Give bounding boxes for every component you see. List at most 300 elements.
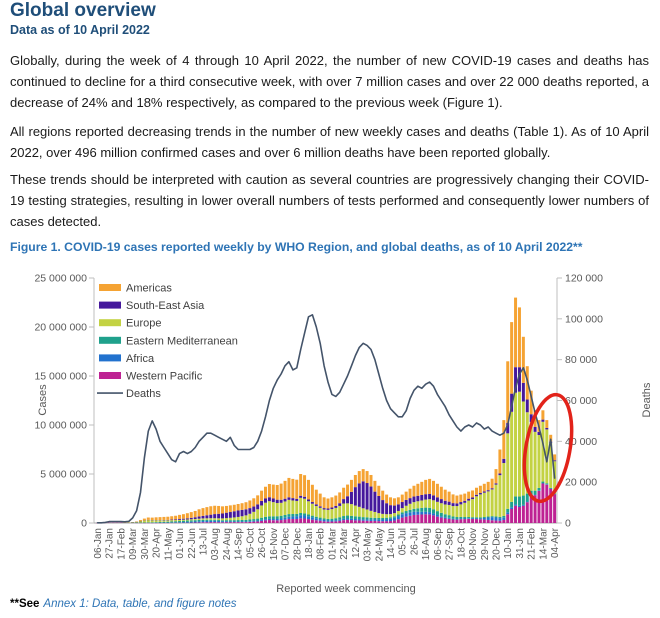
bar-segment — [405, 492, 408, 500]
bar-segment — [405, 506, 408, 511]
bar-segment — [280, 516, 283, 519]
bar-segment — [299, 518, 302, 523]
x-tick-label: 10-Jan — [503, 528, 515, 559]
bar-segment — [416, 496, 419, 501]
bar-segment — [233, 517, 236, 520]
bar-segment — [362, 521, 365, 523]
y-axis-label-right: 80 000 — [565, 354, 598, 367]
bar-segment — [362, 481, 365, 508]
x-tick-label: 20-Dec — [491, 528, 503, 561]
bar-segment — [393, 506, 396, 514]
bar-segment — [381, 521, 384, 523]
bar-segment — [174, 521, 177, 522]
bar-segment — [537, 435, 540, 488]
bar-segment — [327, 499, 330, 509]
bar-segment — [233, 511, 236, 517]
bar-segment — [483, 484, 486, 492]
bar-segment — [166, 520, 169, 521]
bar-segment — [276, 520, 279, 523]
bar-segment — [139, 520, 142, 521]
y-axis-label-left: 5 000 000 — [40, 468, 87, 481]
x-tick-label: 22-Jun — [186, 528, 198, 559]
bar-segment — [397, 516, 400, 519]
bar-segment — [436, 511, 439, 515]
bar-segment — [268, 516, 271, 519]
bar-segment — [409, 512, 412, 515]
bar-segment — [244, 502, 247, 509]
bar-segment — [319, 506, 322, 507]
x-tick-label: 24-May — [374, 528, 386, 562]
bar-segment — [217, 506, 220, 514]
bar-segment — [194, 511, 197, 517]
bar-segment — [287, 500, 290, 514]
bar-segment — [444, 514, 447, 517]
bar-segment — [502, 520, 505, 523]
bar-segment — [174, 516, 177, 520]
bar-segment — [428, 494, 431, 499]
bar-segment — [495, 518, 498, 521]
bar-segment — [459, 502, 462, 504]
bar-segment — [338, 492, 341, 503]
bar-segment — [452, 516, 455, 518]
bar-segment — [209, 506, 212, 514]
x-tick-label: 07-Dec — [280, 528, 292, 561]
bar-segment — [299, 515, 302, 518]
bar-segment — [225, 520, 228, 521]
x-tick-label: 30-Mar — [139, 528, 151, 560]
bar-segment — [518, 507, 521, 523]
legend-swatch-south_east_asia — [99, 302, 121, 309]
bar-segment — [338, 521, 341, 523]
bar-segment — [534, 427, 537, 432]
bar-segment — [303, 499, 306, 514]
bar-segment — [248, 522, 251, 523]
bar-segment — [147, 520, 150, 522]
page-subtitle: Data as of 10 April 2022 — [10, 23, 150, 37]
bar-segment — [412, 512, 415, 515]
bar-segment — [291, 479, 294, 498]
y-axis-label-right: 120 000 — [565, 272, 603, 285]
bar-segment — [463, 503, 466, 517]
bar-segment — [147, 518, 150, 520]
bar-segment — [198, 519, 201, 520]
bar-segment — [307, 516, 310, 519]
bar-segment — [475, 495, 478, 496]
x-tick-label: 01-Jun — [175, 528, 187, 559]
bar-segment — [291, 498, 294, 500]
bar-segment — [369, 518, 372, 520]
bar-segment — [170, 516, 173, 519]
bar-segment — [350, 519, 353, 520]
bar-segment — [397, 511, 400, 515]
bar-segment — [198, 517, 201, 519]
x-tick-label: 05-Jul — [397, 528, 409, 556]
bar-segment — [389, 505, 392, 514]
bar-segment — [366, 519, 369, 520]
bar-segment — [393, 521, 396, 523]
bar-segment — [252, 507, 255, 512]
bar-segment — [475, 518, 478, 519]
bar-segment — [467, 501, 470, 517]
bar-segment — [362, 517, 365, 519]
bar-segment — [229, 512, 232, 518]
bar-segment — [241, 522, 244, 523]
bar-segment — [518, 497, 521, 506]
bar-segment — [201, 522, 204, 523]
bar-segment — [506, 509, 509, 512]
bar-segment — [483, 517, 486, 518]
x-tick-label: 29-Nov — [479, 528, 491, 561]
bar-segment — [276, 485, 279, 500]
bar-segment — [487, 520, 490, 523]
bar-segment — [272, 502, 275, 516]
bar-segment — [217, 522, 220, 523]
bar-segment — [159, 522, 162, 523]
bar-segment — [366, 483, 369, 509]
bar-segment — [510, 507, 513, 509]
bar-segment — [440, 503, 443, 513]
bar-segment — [420, 512, 423, 515]
bar-segment — [190, 519, 193, 520]
bar-segment — [229, 505, 232, 512]
bar-segment — [248, 521, 251, 522]
bar-segment — [545, 483, 548, 484]
bar-segment — [455, 496, 458, 504]
bar-segment — [287, 517, 290, 519]
bar-segment — [436, 502, 439, 511]
bar-segment — [338, 503, 341, 506]
bar-segment — [299, 496, 302, 498]
y-axis-title-right: Deaths — [641, 382, 653, 418]
bar-segment — [237, 510, 240, 516]
bar-segment — [272, 519, 275, 520]
bar-segment — [377, 520, 380, 522]
x-tick-label: 08-Feb — [315, 528, 327, 560]
x-tick-label: 24-Aug — [221, 528, 233, 561]
bar-segment — [151, 518, 154, 520]
bar-segment — [291, 500, 294, 514]
bar-segment — [366, 517, 369, 519]
bar-segment — [303, 518, 306, 523]
bar-segment — [201, 508, 204, 516]
annex-link[interactable]: Annex 1: Data, table, and figure notes — [43, 598, 237, 610]
bar-segment — [428, 499, 431, 508]
bar-segment — [272, 499, 275, 503]
bar-segment — [510, 502, 513, 507]
bar-segment — [401, 502, 404, 508]
bar-segment — [444, 504, 447, 514]
bar-segment — [276, 516, 279, 519]
bar-segment — [237, 521, 240, 522]
bar-segment — [514, 497, 517, 505]
bar-segment — [327, 509, 330, 510]
bar-segment — [178, 515, 181, 519]
x-tick-label: 06-Sep — [432, 528, 444, 561]
bar-segment — [448, 518, 451, 519]
bar-segment — [307, 499, 310, 501]
bar-segment — [358, 471, 361, 483]
bar-segment — [401, 518, 404, 523]
bar-segment — [440, 518, 443, 523]
bar-segment — [373, 519, 376, 520]
bar-segment — [358, 507, 361, 517]
legend-label-eastern_mediterranean: Eastern Mediterranean — [126, 335, 238, 348]
bar-segment — [330, 519, 333, 521]
bar-segment — [428, 512, 431, 514]
bar-segment — [284, 515, 287, 518]
bar-segment — [471, 519, 474, 523]
bar-segment — [346, 485, 349, 497]
bar-segment — [194, 520, 197, 521]
bar-segment — [463, 519, 466, 523]
bar-segment — [518, 307, 521, 367]
figure1-chart — [0, 258, 660, 618]
bar-segment — [182, 521, 185, 522]
bar-segment — [389, 514, 392, 517]
bar-segment — [213, 520, 216, 521]
bar-segment — [479, 518, 482, 519]
bar-segment — [534, 491, 537, 495]
bar-segment — [159, 517, 162, 520]
bar-segment — [448, 492, 451, 502]
bar-segment — [213, 522, 216, 523]
bar-segment — [440, 516, 443, 517]
bar-segment — [170, 521, 173, 522]
bar-segment — [514, 504, 517, 505]
bar-segment — [397, 497, 400, 504]
bar-segment — [323, 497, 326, 508]
bar-segment — [155, 520, 158, 522]
bar-segment — [295, 499, 298, 501]
bar-segment — [432, 481, 435, 496]
bar-segment — [483, 493, 486, 517]
bar-segment — [233, 505, 236, 511]
bar-segment — [459, 519, 462, 520]
y-axis-label-right: 100 000 — [565, 313, 603, 326]
legend-label-western_pacific: Western Pacific — [126, 370, 203, 383]
y-axis-label-right: 40 000 — [565, 435, 598, 448]
x-tick-label: 06-Jan — [93, 528, 104, 559]
x-tick-label: 18-Jan — [303, 528, 315, 559]
x-tick-label: 09-Mar — [128, 528, 140, 560]
bar-segment — [373, 512, 376, 518]
bar-segment — [385, 495, 388, 504]
bar-segment — [327, 519, 330, 521]
y-axis-label-left: 15 000 000 — [34, 370, 87, 383]
bar-segment — [487, 482, 490, 490]
bar-segment — [401, 508, 404, 512]
bar-segment — [198, 522, 201, 523]
bar-segment — [241, 510, 244, 516]
bar-segment — [323, 508, 326, 509]
bar-segment — [205, 520, 208, 521]
bar-segment — [233, 521, 236, 522]
bar-segment — [248, 500, 251, 508]
bar-segment — [244, 515, 247, 520]
bar-segment — [420, 495, 423, 500]
page-title: Global overview — [10, 0, 156, 21]
bar-segment — [369, 475, 372, 487]
bar-segment — [405, 511, 408, 513]
bar-segment — [307, 514, 310, 516]
bar-segment — [377, 496, 380, 513]
bar-segment — [194, 517, 197, 519]
bar-segment — [260, 501, 263, 506]
bar-segment — [334, 518, 337, 520]
bar-segment — [287, 519, 290, 523]
bar-segment — [330, 522, 333, 523]
bar-segment — [452, 506, 455, 516]
bar-segment — [354, 519, 357, 520]
bar-segment — [498, 518, 501, 521]
bar-segment — [303, 513, 306, 515]
bar-segment — [260, 491, 263, 501]
bar-segment — [487, 517, 490, 518]
bar-segment — [393, 518, 396, 521]
bar-segment — [397, 514, 400, 516]
bar-segment — [522, 496, 525, 505]
x-tick-label: 18-Oct — [456, 528, 468, 559]
bar-segment — [284, 501, 287, 515]
bar-segment — [186, 519, 189, 520]
bar-segment — [319, 518, 322, 519]
bar-segment — [350, 520, 353, 523]
bar-segment — [342, 516, 345, 519]
bar-segment — [338, 517, 341, 519]
bar-segment — [463, 501, 466, 503]
bar-segment — [471, 497, 474, 499]
bar-segment — [272, 485, 275, 499]
bar-segment — [487, 490, 490, 491]
bar-segment — [420, 508, 423, 512]
bar-segment — [397, 504, 400, 511]
bar-segment — [487, 491, 490, 516]
bar-segment — [362, 469, 365, 481]
bar-segment — [198, 520, 201, 521]
bar-segment — [358, 520, 361, 523]
bar-segment — [506, 512, 509, 514]
bar-segment — [537, 491, 540, 523]
bar-segment — [237, 520, 240, 521]
bar-segment — [143, 520, 146, 522]
bar-segment — [369, 511, 372, 518]
bar-segment — [256, 521, 259, 522]
bar-segment — [201, 516, 204, 519]
bar-segment — [256, 495, 259, 504]
bar-segment — [432, 500, 435, 509]
bar-segment — [319, 519, 322, 521]
bar-segment — [463, 518, 466, 519]
x-tick-label: 01-Mar — [327, 528, 339, 560]
bar-segment — [217, 514, 220, 519]
bar-segment — [463, 517, 466, 518]
bar-segment — [463, 494, 466, 501]
bar-segment — [467, 492, 470, 499]
bar-segment — [256, 504, 259, 509]
bar-segment — [244, 520, 247, 522]
bar-segment — [295, 514, 298, 516]
bar-segment — [510, 509, 513, 523]
bar-segment — [244, 521, 247, 522]
bar-segment — [264, 519, 267, 520]
bar-segment — [225, 506, 228, 513]
x-tick-label: 13-Jul — [198, 528, 210, 556]
x-tick-label: 05-Oct — [245, 528, 257, 559]
bar-segment — [381, 519, 384, 521]
bar-segment — [252, 512, 255, 519]
bar-segment — [483, 518, 486, 520]
bar-segment — [186, 521, 189, 522]
bar-segment — [483, 520, 486, 523]
x-tick-label: 03-May — [362, 528, 374, 562]
bar-segment — [518, 506, 521, 507]
bar-segment — [319, 521, 322, 523]
bar-segment — [178, 519, 181, 520]
bar-segment — [541, 484, 544, 523]
bar-segment — [448, 515, 451, 518]
bar-segment — [248, 519, 251, 521]
bar-segment — [373, 492, 376, 512]
bar-segment — [397, 519, 400, 523]
bar-segment — [327, 520, 330, 521]
bar-segment — [448, 505, 451, 515]
bar-segment — [303, 475, 306, 497]
bar-segment — [467, 517, 470, 518]
bar-segment — [495, 469, 498, 483]
bar-segment — [272, 516, 275, 519]
bar-segment — [346, 516, 349, 519]
bar-segment — [162, 520, 165, 521]
bar-segment — [186, 513, 189, 518]
bar-segment — [280, 518, 283, 520]
bar-segment — [323, 509, 326, 518]
bar-segment — [334, 521, 337, 523]
bar-segment — [420, 514, 423, 523]
bar-segment — [432, 513, 435, 515]
bar-segment — [252, 522, 255, 523]
bar-segment — [287, 478, 290, 497]
bar-segment — [401, 512, 404, 514]
bar-segment — [174, 519, 177, 520]
bar-segment — [315, 517, 318, 519]
bar-segment — [319, 494, 322, 507]
bar-segment — [307, 480, 310, 500]
bar-segment — [358, 483, 361, 506]
bar-segment — [166, 522, 169, 523]
bar-segment — [334, 508, 337, 518]
bar-segment — [416, 501, 419, 508]
bar-segment — [534, 495, 537, 496]
bar-segment — [424, 512, 427, 514]
bar-segment — [284, 481, 287, 499]
bar-segment — [412, 502, 415, 509]
bar-segment — [241, 520, 244, 521]
bar-segment — [295, 516, 298, 519]
bar-segment — [295, 501, 298, 514]
bar-segment — [268, 501, 271, 516]
legend-swatch-europe — [99, 319, 121, 326]
bar-segment — [323, 521, 326, 523]
bar-segment — [241, 521, 244, 522]
y-axis-label-right: 20 000 — [565, 476, 598, 489]
y-axis-title-left: Cases — [37, 384, 49, 416]
bar-segment — [295, 480, 298, 499]
bar-segment — [194, 522, 197, 523]
bar-segment — [319, 508, 322, 518]
bar-segment — [342, 520, 345, 523]
bar-segment — [186, 522, 189, 523]
bar-segment — [432, 515, 435, 523]
